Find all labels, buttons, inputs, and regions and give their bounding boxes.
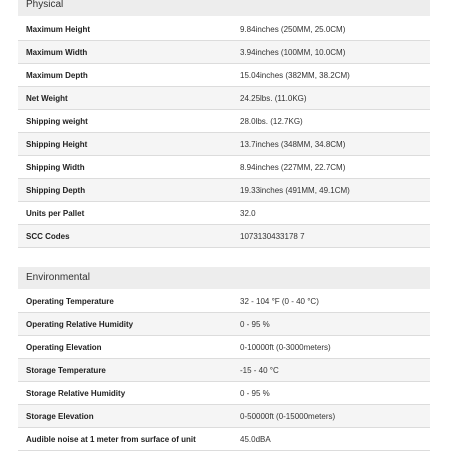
- table-row: [18, 156, 430, 179]
- spec-value: 0 - 95 %: [240, 388, 270, 398]
- spec-value: 0-10000ft (0-3000meters): [240, 342, 331, 352]
- environmental-table: [18, 290, 430, 451]
- spec-label: Shipping weight: [26, 116, 88, 126]
- spec-label: Operating Temperature: [26, 296, 114, 306]
- spec-label: Net Weight: [26, 93, 68, 103]
- table-row: [18, 41, 430, 64]
- spec-value: -15 - 40 °C: [240, 365, 279, 375]
- spec-value: 32.0: [240, 208, 256, 218]
- spec-label: Units per Pallet: [26, 208, 85, 218]
- table-row: [18, 202, 430, 225]
- spec-label: Maximum Width: [26, 47, 88, 57]
- spec-label: Shipping Width: [26, 162, 85, 172]
- table-row: [18, 382, 430, 405]
- table-row: [18, 18, 430, 41]
- spec-value: 19.33inches (491MM, 49.1CM): [240, 185, 350, 195]
- environmental-section-title: Environmental: [26, 272, 90, 283]
- spec-value: 0-50000ft (0-15000meters): [240, 411, 336, 421]
- table-row: [18, 87, 430, 110]
- table-row: [18, 133, 430, 156]
- spec-value: 24.25lbs. (11.0KG): [240, 93, 307, 103]
- spec-value: 1073130433178 7: [240, 231, 305, 241]
- table-row: [18, 290, 430, 313]
- spec-value: 13.7inches (348MM, 34.8CM): [240, 139, 346, 149]
- spec-label: Storage Temperature: [26, 365, 106, 375]
- spec-label: Operating Elevation: [26, 342, 102, 352]
- table-row: [18, 110, 430, 133]
- physical-section-header: [18, 0, 430, 16]
- table-row: [18, 225, 430, 248]
- spec-label: Shipping Height: [26, 139, 88, 149]
- spec-label: Maximum Depth: [26, 70, 88, 80]
- spec-value: 3.94inches (100MM, 10.0CM): [240, 47, 346, 57]
- spec-value: 28.0lbs. (12.7KG): [240, 116, 303, 126]
- spec-value: 45.0dBA: [240, 434, 271, 444]
- spec-value: 0 - 95 %: [240, 319, 270, 329]
- spec-label: Shipping Depth: [26, 185, 86, 195]
- physical-section-title: Physical: [26, 0, 64, 10]
- spec-label: Storage Elevation: [26, 411, 94, 421]
- table-row: [18, 179, 430, 202]
- spec-value: 32 - 104 °F (0 - 40 °C): [240, 296, 319, 306]
- spec-label: Maximum Height: [26, 24, 91, 34]
- table-row: [18, 359, 430, 382]
- physical-table: [18, 18, 430, 248]
- spec-label: Operating Relative Humidity: [26, 319, 134, 329]
- spec-value: 9.84inches (250MM, 25.0CM): [240, 24, 346, 34]
- table-row: [18, 336, 430, 359]
- spec-value: 8.94inches (227MM, 22.7CM): [240, 162, 346, 172]
- environmental-section-header: [18, 267, 430, 289]
- table-row: [18, 405, 430, 428]
- table-row: [18, 428, 430, 451]
- spec-label: SCC Codes: [26, 231, 70, 241]
- table-row: [18, 313, 430, 336]
- spec-value: 15.04inches (382MM, 38.2CM): [240, 70, 350, 80]
- spec-label: Storage Relative Humidity: [26, 388, 126, 398]
- spec-label: Audible noise at 1 meter from surface of unit: [26, 434, 196, 444]
- table-row: [18, 64, 430, 87]
